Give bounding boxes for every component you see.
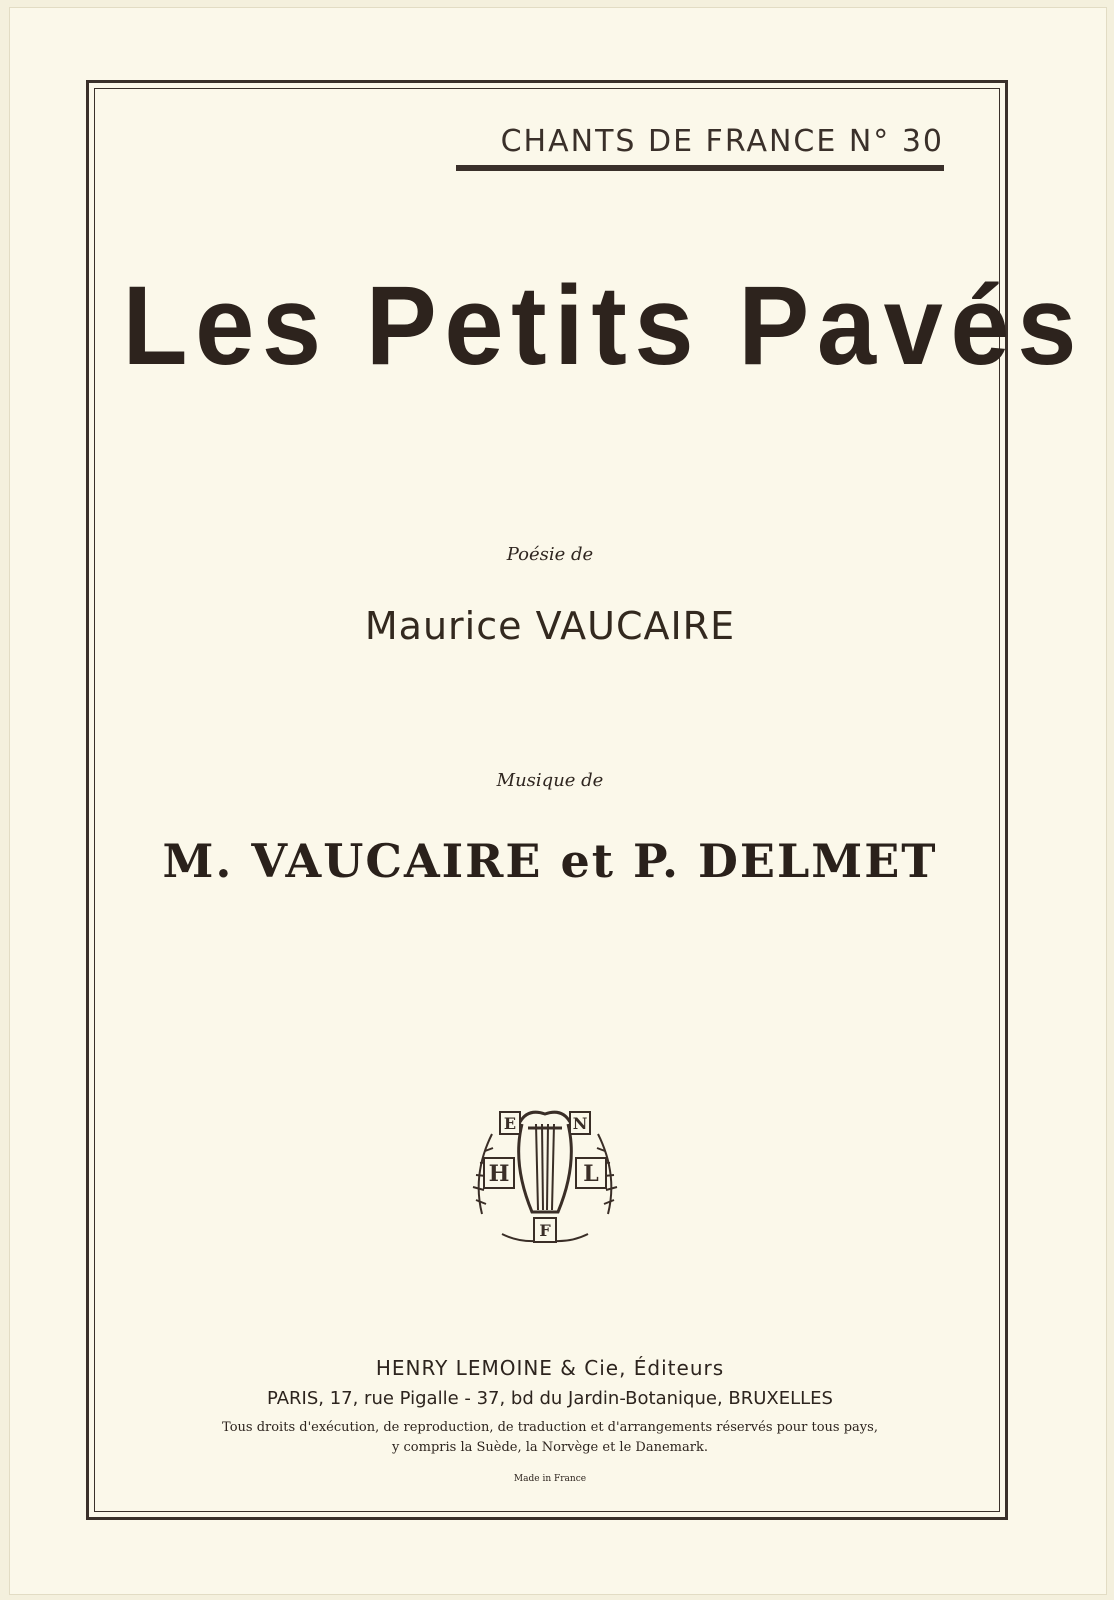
svg-text:L: L bbox=[583, 1161, 599, 1187]
music-credit-label: Musique de bbox=[496, 770, 604, 791]
rights-notice-line-1: Tous droits d'exécution, de reproduction, de traduction et d'arrangements réservés pour tous pays, bbox=[222, 1420, 878, 1435]
lyrics-credit-label: Poésie de bbox=[506, 544, 594, 565]
lyre-monogram-emblem-icon bbox=[462, 1094, 628, 1254]
lyricist-name: Maurice VAUCAIRE bbox=[364, 604, 736, 648]
made-in-france-note: Made in France bbox=[513, 1474, 587, 1484]
series-label: CHANTS DE FRANCE N° 30 bbox=[456, 124, 944, 171]
composer-names: M. VAUCAIRE et P. DELMET bbox=[162, 834, 938, 888]
song-title: Les Petits Pavés bbox=[122, 263, 1084, 388]
publisher-address: PARIS, 17, rue Pigalle - 37, bd du Jardin-Botanique, BRUXELLES bbox=[267, 1388, 833, 1409]
svg-text:F: F bbox=[539, 1221, 551, 1240]
svg-text:H: H bbox=[488, 1161, 510, 1187]
publisher-name: HENRY LEMOINE & Cie, Éditeurs bbox=[375, 1356, 725, 1380]
svg-text:E: E bbox=[503, 1114, 517, 1133]
svg-text:N: N bbox=[572, 1114, 588, 1133]
rights-notice-line-2: y compris la Suède, la Norvège et le Danemark. bbox=[392, 1440, 708, 1455]
